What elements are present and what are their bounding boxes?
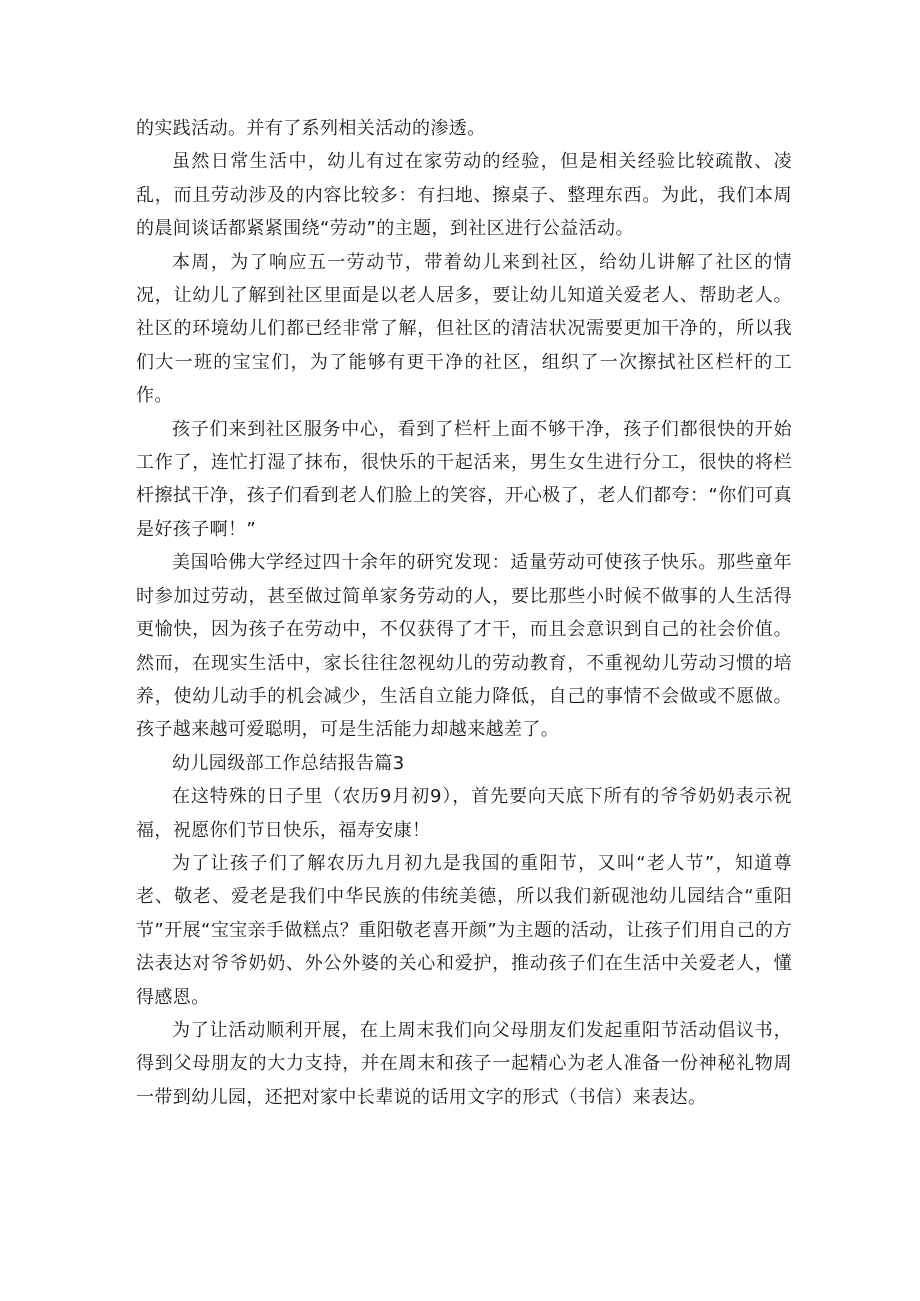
document-page [136,112,792,1114]
paragraph-double-ninth-festival: 为了让孩子们了解农历九月初九是我国的重阳节，又叫“老人节”，知道尊老、敬老、爱老是我们中华民族的伟统美德，所以我们新砚池幼儿园结合“重阳节”开展“宝宝亲手做糕点？重阳敬老喜开颜”为主题的活动，让孩子们用自己的方法表达对爷爷奶奶、外公外婆的关心和爱护，推动孩子们在生活中关爱老人，懂得感恩。 [136,852,792,1008]
paragraph-community-visit: 本周，为了响应五一劳动节，带着幼儿来到社区，给幼儿讲解了社区的情况，让幼儿了解到社区里面是以老人居多，要让幼儿知道关爱老人、帮助老人。社区的环境幼儿们都已经非常了解，但社区的清洁状况需要更加干净的，所以我们大一班的宝宝们，为了能够有更干净的社区，组织了一次擦拭社区栏杆的工作。 [136,251,792,407]
paragraph-blessing: 在这特殊的日子里（农历9月初9），首先要向天底下所有的爷爷奶奶表示祝福，祝愿你们节日快乐，福寿安康！ [136,786,792,841]
paragraph-continuation: 的实践活动。并有了系列相关活动的渗透。 [136,118,486,139]
paragraph-activity-preparation: 为了让活动顺利开展，在上周末我们向父母朋友们发起重阳节活动倡议书，得到父母朋友的大力支持，并在周末和孩子一起精心为老人准备一份神秘礼物周一带到幼儿园，还把对家中长辈说的话用文字的形式（书信）来表达。 [136,1019,792,1108]
paragraph-harvard-study: 美国哈佛大学经过四十余年的研究发现：适量劳动可使孩子快乐。那些童年时参加过劳动，甚至做过简单家务劳动的人，要比那些小时候不做事的人生活得更愉快，因为孩子在劳动中，不仅获得了才干，而且会意识到自己的社会价值。然而，在现实生活中，家长往往忽视幼儿的劳动教育，不重视幼儿劳动习惯的培养，使幼儿动手的机会减少，生活自立能力降低，自己的事情不会做或不愿做。孩子越来越可爱聪明，可是生活能力却越来越差了。 [136,552,792,741]
paragraph-labor-experience: 虽然日常生活中，幼儿有过在家劳动的经验，但是相关经验比较疏散、凌乱，而且劳动涉及的内容比较多：有扫地、擦桌子、整理东西。为此，我们本周的晨间谈话都紧紧围绕“劳动”的主题，到社区进行公益活动。 [136,151,792,240]
paragraph-cleaning-railings: 孩子们来到社区服务中心，看到了栏杆上面不够干净，孩子们都很快的开始工作了，连忙打湿了抹布，很快乐的干起活来，男生女生进行分工，很快的将栏杆擦拭干净，孩子们看到老人们脸上的笑容，开心极了，老人们都夸：“你们可真是好孩子啊！” [136,418,792,540]
section-heading: 幼儿园级部工作总结报告篇3 [172,752,405,774]
